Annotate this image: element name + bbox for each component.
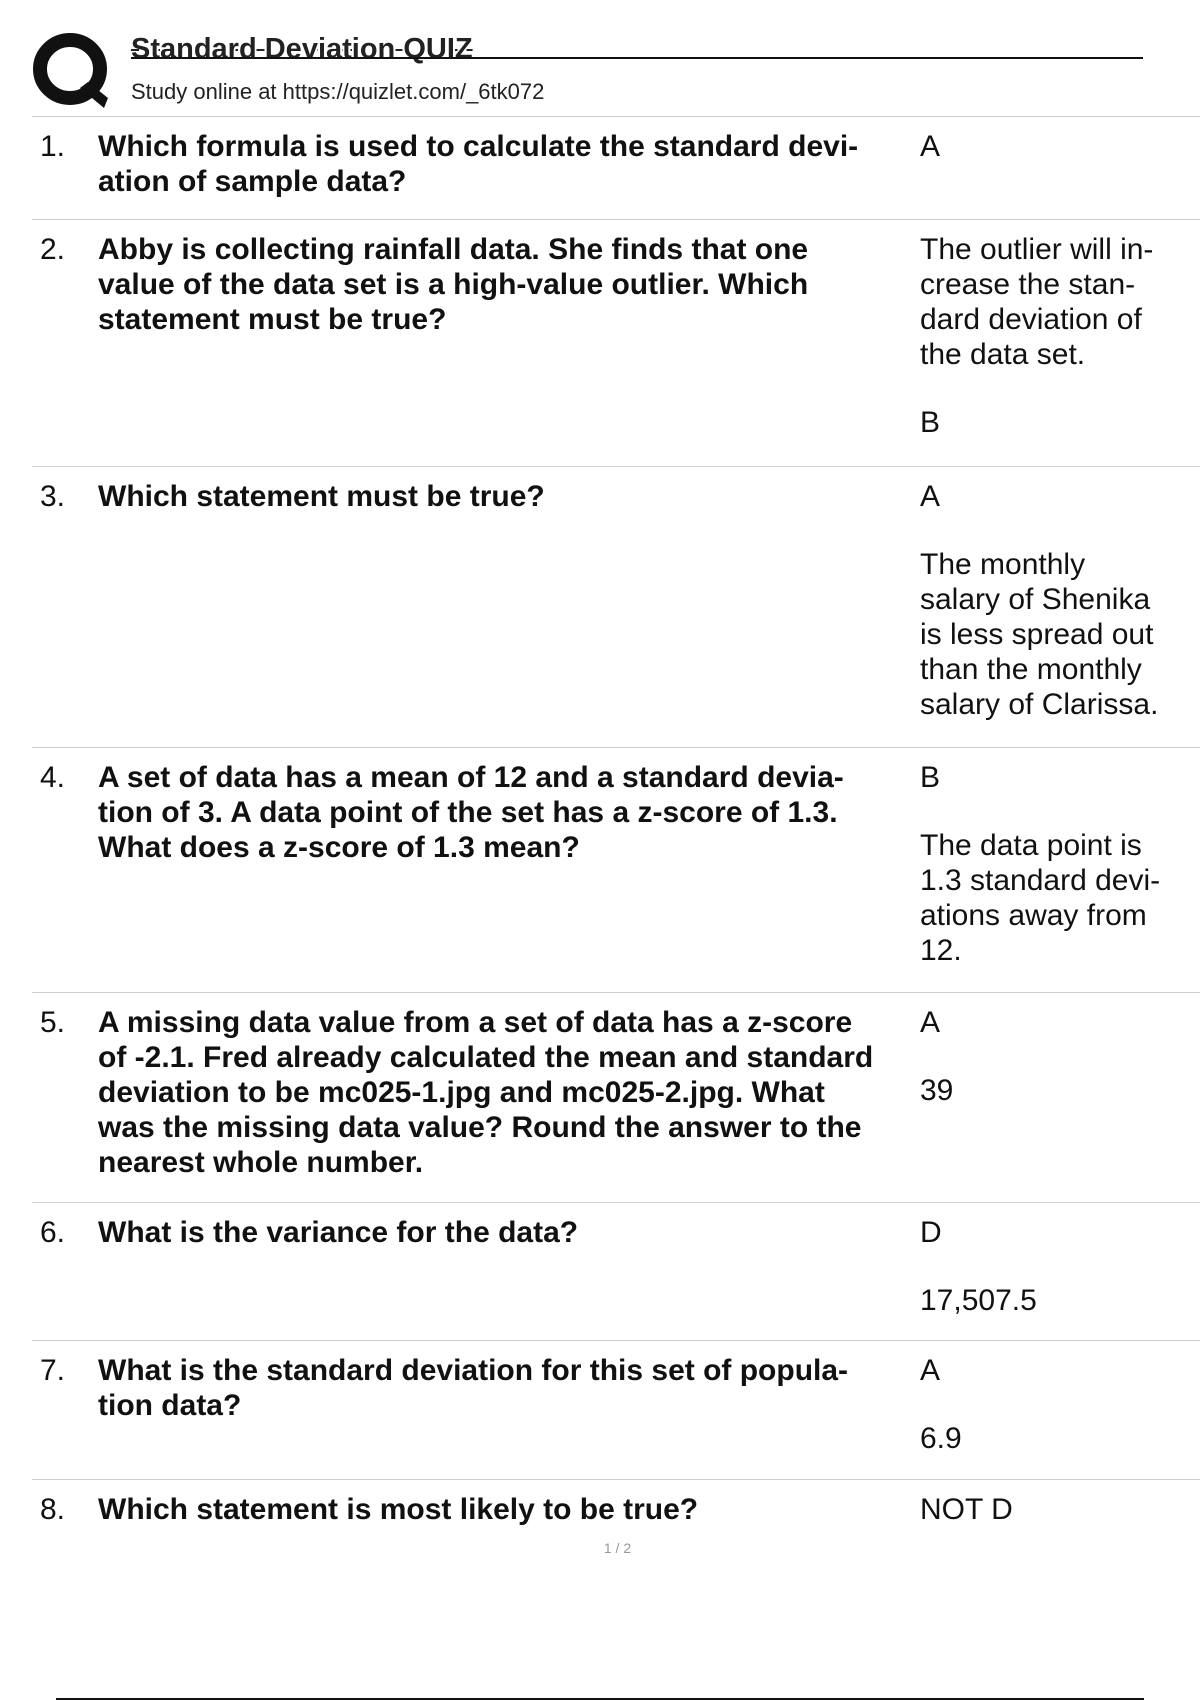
question-number: 7. [40, 1354, 66, 1387]
answer-choice: NOT D [920, 1493, 1013, 1526]
question-row-1 [32, 117, 1200, 220]
question-text: What is the standard deviation for this set of popula- tion data? [98, 1354, 849, 1422]
answer: A The monthly salary of Shenika is less spread out than the monthly salary of Clarissa. [920, 479, 1195, 722]
answer: A 39 [920, 1005, 1195, 1108]
answer: A [920, 130, 941, 163]
question-number: 4. [40, 761, 66, 794]
question-number: 2. [40, 233, 66, 266]
answer: B The data point is 1.3 standard devi- ations away from 12. [920, 760, 1195, 968]
answer-choice: D [920, 1216, 942, 1249]
question-row-7 [32, 1341, 1200, 1480]
question-number: 5. [40, 1006, 66, 1039]
answer: The outlier will in- crease the stan- dard deviation of the data set. B [920, 232, 1195, 440]
question-row-2 [32, 220, 1200, 467]
question-text: What is the variance for the data? [98, 1216, 579, 1249]
answer-choice: A [920, 1006, 941, 1039]
study-online-link[interactable]: Study online at https://quizlet.com/_6tk072 [131, 79, 545, 104]
question-text: Which statement is most likely to be true? [98, 1493, 699, 1526]
answer-choice: A [920, 1354, 941, 1387]
question-number: 3. [40, 480, 66, 513]
question-row-6 [32, 1203, 1200, 1341]
question-number: 8. [40, 1493, 66, 1526]
answer-choice: A [920, 480, 941, 513]
document-title: Standard Deviation QUIZ [131, 33, 473, 65]
question-number: 6. [40, 1216, 66, 1249]
answer-choice: B [920, 761, 941, 794]
page-number: 1 / 2 [603, 1540, 632, 1556]
question-number: 1. [40, 130, 66, 163]
question-row-8 [32, 1480, 1200, 1540]
answer: D 17,507.5 [920, 1215, 1195, 1318]
question-text: Abby is collecting rainfall data. She finds that one value of the data set is a high-value outlier. Which statement must be true? [98, 233, 809, 336]
answer-choice: B [920, 406, 941, 439]
question-row-3 [32, 467, 1200, 748]
question-text: A set of data has a mean of 12 and a standard devia- tion of 3. A data point of the set has a z-score of 1.3. What does a z-score of 1.3 mean? [98, 761, 844, 864]
answer [920, 1492, 1195, 1527]
question-text: A missing data value from a set of data has a z-score of -2.1. Fred already calculated the mean and standard deviation to be mc025-1.jpg and mc025-2.jpg. What was the missing data value? Round the answer to the nearest whole number. [98, 1006, 874, 1179]
question-row-5 [32, 993, 1200, 1203]
answer: A 6.9 [920, 1353, 1195, 1456]
question-row-4 [32, 748, 1200, 993]
question-text: Which formula is used to calculate the standard devi- ation of sample data? [98, 130, 859, 198]
question-text: Which statement must be true? [98, 480, 545, 513]
